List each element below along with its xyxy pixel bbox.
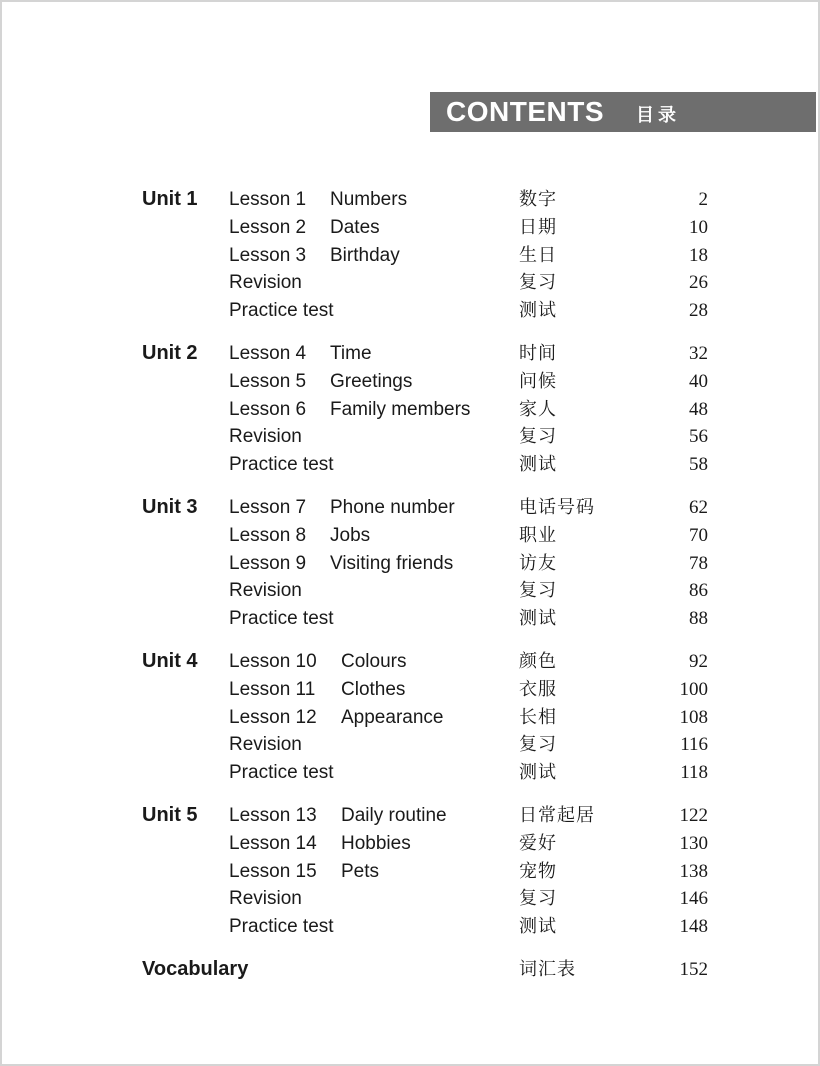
lesson-title: Jobs (330, 524, 371, 546)
entry-english (229, 494, 519, 522)
chinese-title: 复习 (519, 272, 557, 294)
entry-english (229, 396, 519, 424)
unit-label: Unit 5 (142, 803, 198, 826)
entry-english (229, 186, 519, 214)
chinese-title: 测试 (519, 608, 557, 630)
banner-title-cn: 目录 (636, 105, 680, 126)
page-number: 48 (689, 398, 708, 420)
unit-label: Unit 1 (142, 188, 198, 210)
lesson-label: Revision (229, 426, 302, 448)
lesson-title: Phone number (330, 496, 455, 518)
toc-row[interactable] (142, 451, 708, 479)
page-number: 18 (689, 244, 708, 266)
lesson-label: Lesson 7 (229, 496, 307, 518)
toc-row[interactable] (142, 913, 708, 941)
lesson-label: Lesson 1 (229, 189, 307, 210)
toc-row[interactable] (142, 396, 708, 424)
lesson-label: Lesson 3 (229, 244, 307, 266)
chinese-title: 家人 (519, 398, 557, 420)
chinese-title: 测试 (519, 300, 557, 322)
entry-english (229, 368, 519, 396)
lesson-label: Practice test (229, 300, 334, 322)
toc-row[interactable] (142, 297, 708, 325)
contents-banner (430, 92, 816, 132)
lesson-label: Revision (229, 734, 302, 756)
table-of-contents (142, 186, 708, 984)
lesson-title: Appearance (341, 706, 444, 728)
toc-row[interactable] (142, 605, 708, 633)
chinese-title: 时间 (519, 342, 557, 364)
lesson-label: Lesson 13 (229, 804, 317, 826)
page-number: 56 (689, 426, 708, 448)
lesson-label: Lesson 2 (229, 216, 307, 238)
toc-row[interactable] (142, 550, 708, 578)
toc-row[interactable] (142, 242, 708, 270)
lesson-label: Practice test (229, 454, 334, 476)
entry-english (229, 269, 519, 297)
toc-row[interactable] (142, 368, 708, 396)
chinese-title: 生日 (519, 244, 557, 266)
chinese-title: 日期 (519, 216, 557, 238)
toc-row[interactable] (142, 522, 708, 550)
chinese-title: 颜色 (519, 650, 557, 672)
entry-english (229, 214, 519, 242)
lesson-label: Revision (229, 888, 302, 910)
lesson-label: Practice test (229, 916, 334, 938)
page-number: 78 (689, 552, 708, 574)
chinese-title: 问候 (519, 370, 557, 392)
page-number: 10 (689, 216, 708, 238)
lesson-title: Hobbies (341, 832, 411, 854)
page-number: 26 (689, 272, 708, 294)
toc-row[interactable] (142, 704, 708, 732)
toc-row[interactable] (142, 186, 708, 214)
chinese-title: 复习 (519, 888, 557, 910)
chinese-title: 数字 (519, 189, 557, 210)
toc-row[interactable] (142, 423, 708, 451)
page-number: 28 (689, 300, 708, 322)
entry-english (229, 550, 519, 578)
entry-english (229, 423, 519, 451)
lesson-label: Lesson 11 (229, 678, 316, 700)
banner-title-en: CONTENTS (446, 96, 604, 127)
entry-english (229, 648, 519, 676)
page-number: 116 (680, 734, 708, 756)
page-number: 2 (698, 189, 708, 210)
toc-row[interactable] (142, 731, 708, 759)
entry-english (229, 676, 519, 704)
vocabulary-chinese: 词汇表 (519, 958, 576, 980)
vocabulary-page-number: 152 (679, 958, 708, 980)
page-number: 148 (679, 916, 708, 938)
entry-english (229, 522, 519, 550)
unit-label: Unit 4 (142, 649, 198, 672)
chinese-title: 职业 (519, 524, 557, 546)
chinese-title: 爱好 (519, 832, 557, 854)
page-number: 138 (679, 860, 708, 882)
unit-label: Unit 2 (142, 341, 198, 364)
chinese-title: 长相 (519, 706, 557, 728)
page-number: 130 (679, 832, 708, 854)
unit-section (142, 186, 708, 325)
vocabulary-row[interactable] (142, 956, 708, 984)
lesson-label: Lesson 5 (229, 370, 307, 392)
chinese-title: 衣服 (519, 678, 557, 700)
toc-row[interactable] (142, 214, 708, 242)
page-number: 88 (689, 608, 708, 630)
lesson-label: Practice test (229, 762, 334, 784)
entry-english (229, 340, 519, 368)
vocabulary-label: Vocabulary (142, 957, 249, 980)
lesson-label: Lesson 14 (229, 832, 317, 854)
entry-english (229, 830, 519, 858)
page-number: 146 (679, 888, 708, 910)
lesson-label: Practice test (229, 608, 334, 630)
lesson-title: Visiting friends (330, 552, 454, 574)
page-number: 32 (689, 342, 708, 364)
page-number: 58 (689, 454, 708, 476)
entry-english (229, 242, 519, 270)
page-number: 118 (680, 762, 708, 784)
unit-section (142, 648, 708, 787)
page-number: 70 (689, 524, 708, 546)
lesson-title: Birthday (330, 244, 400, 266)
toc-row[interactable] (142, 340, 708, 368)
unit-section (142, 340, 708, 479)
page-number: 86 (689, 580, 708, 602)
toc-row[interactable] (142, 802, 708, 830)
unit-label: Unit 3 (142, 495, 198, 518)
toc-row[interactable] (142, 759, 708, 787)
chinese-title: 宠物 (519, 860, 557, 882)
entry-english (229, 704, 519, 732)
entry-english (229, 858, 519, 886)
page-number: 108 (679, 706, 708, 728)
toc-row[interactable] (142, 858, 708, 886)
toc-row[interactable] (142, 577, 708, 605)
entry-english (229, 731, 519, 759)
entry-english (229, 802, 519, 830)
lesson-title: Daily routine (341, 804, 447, 826)
lesson-label: Revision (229, 272, 302, 294)
chinese-title: 测试 (519, 916, 557, 938)
lesson-title: Dates (330, 216, 380, 238)
lesson-title: Numbers (330, 189, 408, 210)
lesson-label: Lesson 15 (229, 860, 317, 882)
toc-row[interactable] (142, 830, 708, 858)
chinese-title: 测试 (519, 762, 557, 784)
chinese-title: 日常起居 (519, 804, 595, 826)
lesson-label: Revision (229, 580, 302, 602)
chinese-title: 复习 (519, 426, 557, 448)
toc-row[interactable] (142, 494, 708, 522)
entry-english (229, 451, 519, 479)
page-number: 62 (689, 496, 708, 518)
page-number: 40 (689, 370, 708, 392)
page-number: 92 (689, 650, 708, 672)
unit-section (142, 494, 708, 633)
lesson-label: Lesson 10 (229, 650, 317, 672)
lesson-title: Greetings (330, 370, 413, 392)
lesson-label: Lesson 6 (229, 398, 307, 420)
lesson-label: Lesson 8 (229, 524, 307, 546)
toc-row[interactable] (142, 269, 708, 297)
entry-english (229, 577, 519, 605)
lesson-label: Lesson 4 (229, 342, 307, 364)
chinese-title: 电话号码 (519, 496, 595, 518)
entry-english (229, 759, 519, 787)
entry-english (229, 885, 519, 913)
entry-english (229, 913, 519, 941)
toc-row[interactable] (142, 676, 708, 704)
lesson-title: Pets (341, 860, 380, 882)
chinese-title: 测试 (519, 454, 557, 476)
lesson-title: Family members (330, 398, 471, 420)
chinese-title: 复习 (519, 734, 557, 756)
lesson-label: Lesson 12 (229, 706, 317, 728)
entry-english (229, 297, 519, 325)
entry-english (229, 605, 519, 633)
lesson-title: Colours (341, 650, 407, 672)
chinese-title: 访友 (519, 552, 557, 574)
toc-row[interactable] (142, 885, 708, 913)
lesson-label: Lesson 9 (229, 552, 307, 574)
unit-section (142, 802, 708, 941)
page-number: 100 (679, 678, 708, 700)
lesson-title: Time (330, 342, 372, 364)
chinese-title: 复习 (519, 580, 557, 602)
lesson-title: Clothes (341, 678, 406, 700)
toc-row[interactable] (142, 648, 708, 676)
page-number: 122 (679, 804, 708, 826)
